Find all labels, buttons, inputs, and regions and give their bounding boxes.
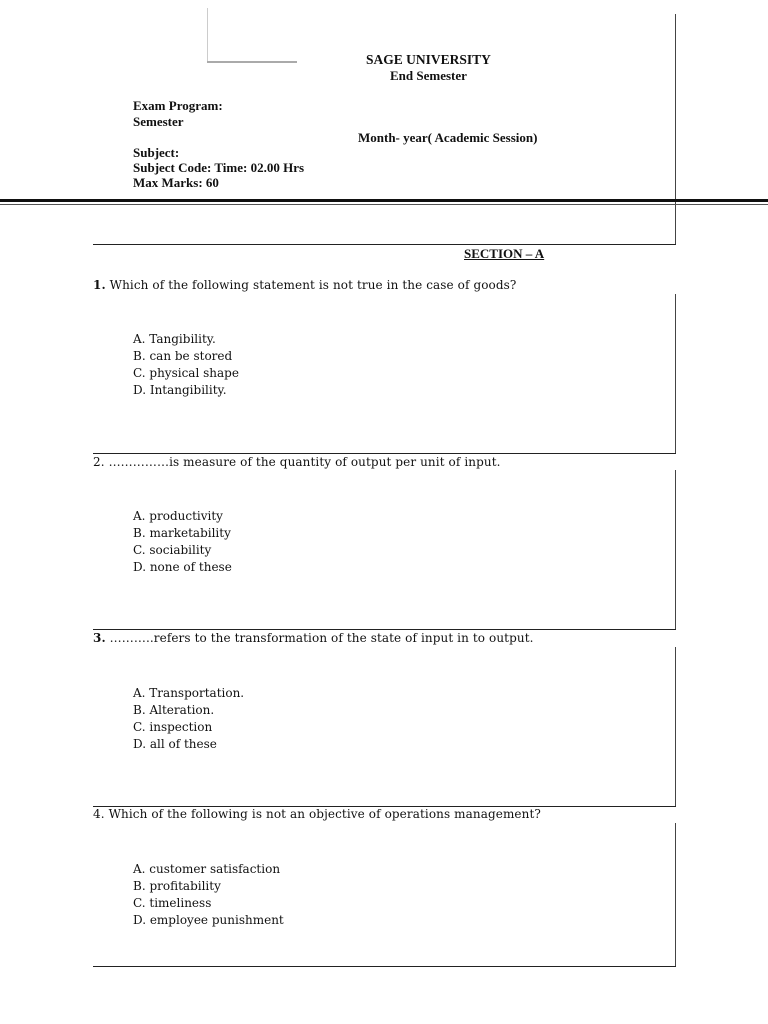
option-c: C. timeliness bbox=[133, 896, 212, 910]
question-4-bottom-rule bbox=[93, 966, 676, 967]
option-b: B. profitability bbox=[133, 879, 221, 893]
question-2 bbox=[93, 455, 501, 469]
subject-label: Subject: bbox=[133, 145, 180, 160]
question-1 bbox=[93, 278, 516, 292]
question-4-options bbox=[133, 861, 284, 929]
question-1-right-border bbox=[675, 294, 676, 453]
question-3-options bbox=[133, 685, 244, 753]
question-3 bbox=[93, 631, 534, 645]
option-a: A. productivity bbox=[133, 509, 223, 523]
option-a: A. Tangibility. bbox=[133, 332, 216, 346]
question-4-right-border bbox=[675, 823, 676, 966]
question-text: Which of the following statement is not true in the case of goods? bbox=[105, 278, 517, 292]
question-1-options bbox=[133, 331, 239, 399]
option-d: D. employee punishment bbox=[133, 913, 284, 927]
university-name: SAGE UNIVERSITY bbox=[366, 52, 491, 67]
header-bottom-rule bbox=[93, 244, 676, 245]
question-number: 2. bbox=[93, 455, 105, 469]
exam-program-label: Exam Program: bbox=[133, 98, 223, 113]
subject-code-time: Subject Code: Time: 02.00 Hrs bbox=[133, 160, 305, 175]
question-number: 4. bbox=[93, 807, 105, 821]
option-d: D. none of these bbox=[133, 560, 232, 574]
month-year-label: Month- year( Academic Session) bbox=[358, 130, 538, 145]
question-number: 3. bbox=[93, 631, 106, 645]
question-text: Which of the following is not an objective of operations management? bbox=[104, 807, 541, 821]
option-d: D. Intangibility. bbox=[133, 383, 227, 397]
question-4 bbox=[93, 807, 541, 821]
option-b: B. can be stored bbox=[133, 349, 233, 363]
question-number: 1. bbox=[93, 278, 106, 292]
header-divider-thick bbox=[0, 199, 768, 202]
option-a: A. customer satisfaction bbox=[133, 862, 281, 876]
option-b: B. marketability bbox=[133, 526, 231, 540]
section-title: SECTION – A bbox=[464, 246, 545, 261]
corner-mark-vertical bbox=[207, 8, 208, 62]
option-b: B. Alteration. bbox=[133, 703, 215, 717]
option-c: C. sociability bbox=[133, 543, 212, 557]
header-divider-thin bbox=[0, 204, 768, 205]
question-2-right-border bbox=[675, 470, 676, 629]
question-3-right-border bbox=[675, 647, 676, 806]
option-c: C. physical shape bbox=[133, 366, 239, 380]
question-1-bottom-rule bbox=[93, 453, 676, 454]
question-text: ………..refers to the transformation of the state of input in to output. bbox=[105, 631, 534, 645]
option-c: C. inspection bbox=[133, 720, 213, 734]
semester-label: Semester bbox=[133, 114, 184, 129]
question-2-bottom-rule bbox=[93, 629, 676, 630]
corner-mark-horizontal bbox=[207, 61, 297, 63]
question-2-options bbox=[133, 508, 232, 576]
option-a: A. Transportation. bbox=[133, 686, 245, 700]
option-d: D. all of these bbox=[133, 737, 217, 751]
max-marks: Max Marks: 60 bbox=[133, 175, 219, 190]
exam-term: End Semester bbox=[390, 68, 467, 83]
question-text: ……………is measure of the quantity of output per unit of input. bbox=[104, 455, 501, 469]
header-right-border bbox=[675, 14, 676, 244]
